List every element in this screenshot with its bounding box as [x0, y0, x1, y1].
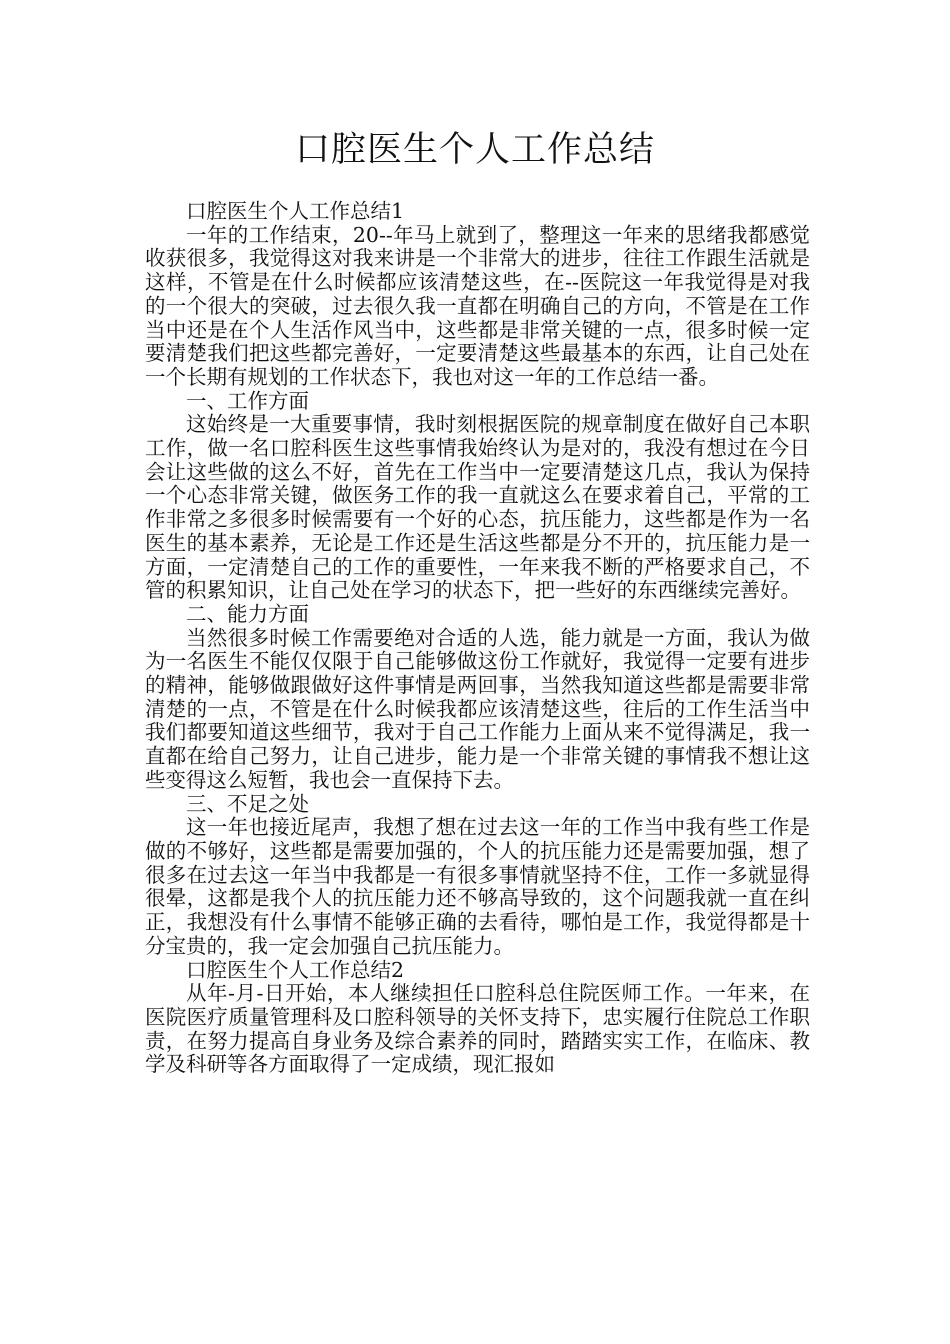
paragraph-shortcomings: 这一年也接近尾声，我想了想在过去这一年的工作当中我有些工作是做的不够好，这些都是需要加强的，个人的抗压能力还是需要加强，想了很多在过去这一年当中我都是一有很多事情就坚持不住，工作一多就显得很晕，这都是我个人的抗压能力还不够高导致的，这个问题我就一直在纠正，我想没有什么事情不能够正确的去看待，哪怕是工作，我觉得都是十分宝贵的，我一定会加强自己抗压能力。 — [145, 815, 810, 958]
paragraph-intro: 一年的工作结束，20--年马上就到了，整理这一年来的思绪我都感觉收获很多，我觉得这对我来讲是一个非常大的进步，往往工作跟生活就是这样，不管是在什么时候都应该清楚这些，在--医院这一年我觉得是对我的一个很大的突破，过去很久我一直都在明确自己的方向，不管是在工作当中还是在个人生活作风当中，这些都是非常关键的一点，很多时候一定要清楚我们把这些都完善好，一定要清楚这些最基本的东西，让自己处在一个长期有规划的工作状态下，我也对这一年的工作总结一番。 — [145, 222, 810, 389]
section-heading-2: 口腔医生个人工作总结2 — [186, 957, 405, 982]
document-body — [145, 200, 810, 1077]
subheading-ability: 二、能力方面 — [186, 601, 309, 626]
subheading-work: 一、工作方面 — [186, 388, 309, 413]
paragraph-section2: 从年-月-日开始，本人继续担任口腔科总住院医师工作。一年来，在医院医疗质量管理科及口腔科领导的关怀支持下，忠实履行住院总工作职责，在努力提高自身业务及综合素养的同时，踏踏实实工作，在临床、教学及科研等各方面取得了一定成绩，现汇报如 — [145, 981, 810, 1077]
section-heading-1: 口腔医生个人工作总结1 — [186, 199, 405, 223]
document-title: 口腔医生个人工作总结 — [294, 130, 655, 170]
paragraph-work: 这始终是一大重要事情，我时刻根据医院的规章制度在做好自己本职工作，做一名口腔科医生这些事情我始终认为是对的，我没有想过在今日会让这些做的这么不好，首先在工作当中一定要清楚这几点，我认为保持一个心态非常关键，做医务工作的我一直就这么在要求着自己，平常的工作非常之多很多时候需要有一个好的心态，抗压能力，这些都是作为一名医生的基本素养，无论是工作还是生活这些都是分不开的，抗压能力是一方面，一定清楚自己的工作的重要性，一年来我不断的严格要求自己，不管的积累知识，让自己处在学习的状态下，把一些好的东西继续完善好。 — [145, 412, 810, 603]
subheading-shortcomings: 三、不足之处 — [186, 791, 309, 816]
paragraph-ability: 当然很多时候工作需要绝对合适的人选，能力就是一方面，我认为做为一名医生不能仅仅限于自己能够做这份工作就好，我觉得一定要有进步的精神，能够做跟做好这件事情是两回事，当然我知道这些都是需要非常清楚的一点，不管是在什么时候我都应该清楚这些，往后的工作生活当中我们都要知道这些细节，我对于自己工作能力上面从来不觉得满足，我一直都在给自己努力，让自己进步，能力是一个非常关键的事情我不想让这些变得这么短暂，我也会一直保持下去。 — [145, 625, 810, 792]
